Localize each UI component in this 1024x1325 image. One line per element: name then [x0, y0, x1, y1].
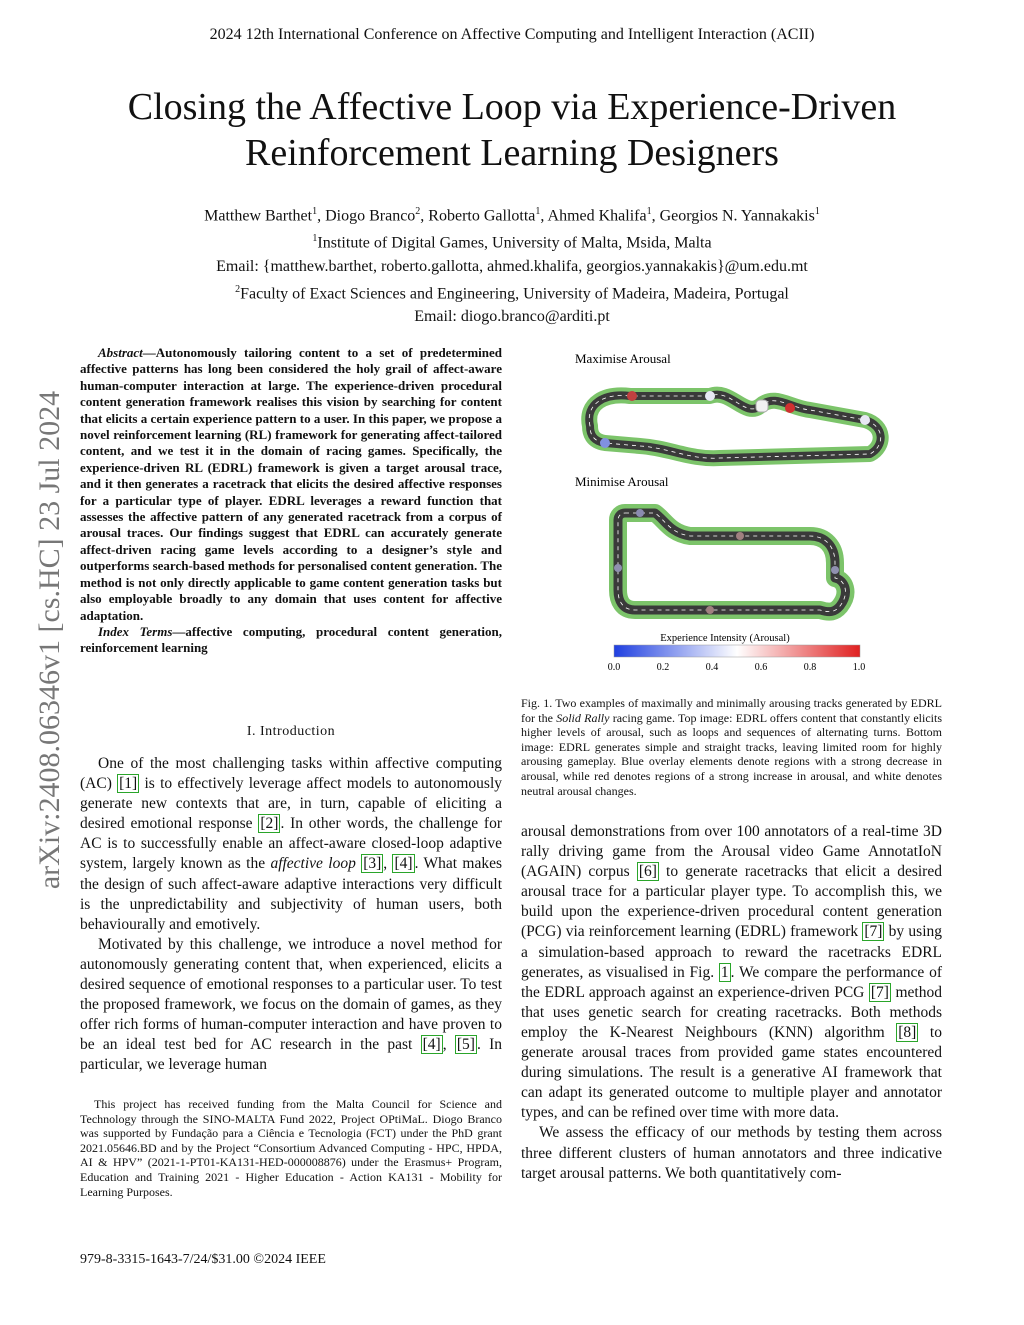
author-name: Ahmed Khalifa [547, 207, 647, 225]
colorbar-tick: 0.8 [803, 662, 817, 673]
affiliation-sup: 1 [535, 206, 541, 217]
paper-title [60, 84, 964, 176]
abstract-label: Abstract [98, 345, 143, 360]
figure-1 [560, 348, 890, 673]
arousal-marker [636, 509, 644, 517]
arousal-marker [756, 400, 768, 412]
author-name: Matthew Barthet [204, 207, 313, 225]
citation-link[interactable]: [4] [394, 855, 413, 873]
track-maximise [589, 391, 880, 458]
title-line-2: Reinforcement Learning Designers [245, 132, 779, 174]
index-terms-text: —affective computing, procedural content generation, reinforcement learning [80, 623, 503, 656]
arousal-marker [600, 438, 610, 448]
affiliation-sup: 2 [415, 206, 421, 217]
colorbar [614, 645, 860, 657]
citation-link[interactable]: [5] [456, 1036, 475, 1054]
colorbar-tick: 0.0 [607, 662, 621, 673]
arousal-marker [831, 566, 839, 574]
arousal-marker [706, 606, 714, 614]
colorbar-tick: 0.4 [705, 662, 719, 673]
figure-link[interactable]: 1 [720, 963, 729, 981]
index-terms-label: Index Terms [98, 623, 173, 639]
citation-link[interactable]: [2] [260, 815, 279, 833]
author-name: Diogo Branco [325, 207, 416, 225]
citation-link[interactable]: [8] [898, 1023, 917, 1041]
citation-link[interactable]: [7] [864, 923, 883, 941]
author-block [0, 200, 1024, 328]
citation-link[interactable]: [3] [363, 855, 382, 873]
arousal-marker [736, 532, 744, 540]
affiliation-sup: 1 [814, 206, 820, 217]
label-minimise: Minimise Arousal [575, 474, 669, 489]
arousal-marker [785, 403, 795, 413]
abstract-text: —Autonomously tailoring content to a set of predetermined affective patterns has long been considered the holy grail of affect-aware human-computer interaction at large. The experience-driven procedural content generation framework realises this vision by searching for content that elicits a certain experience pattern to a user. In this paper, we propose a novel reinforcement learning (RL) framework for generating affect-tailored content, and we test it in the domain of racing games. Specifically, the experience-driven RL (EDRL) framework is given a target arousal trace, and it then generates a racetrack that elicits the desired affective responses for a particular type of player. EDRL leverages a reward function that assesses the affective pattern of any generated racetrack from a corpus of arousal traces. Our findings suggest that EDRL can accurately generate affect-driven racing game levels according to a designer’s style and outperforms search-based methods for personalised content generation. The method is not only directly applicable to game content generation tasks but also employable broadly to any domain that uses content for affective adaptation. [80, 345, 502, 623]
citation-link[interactable]: [6] [638, 863, 657, 881]
intro-paragraph-1: One of the most challenging tasks within affective computing (AC) [1] is to effectively leverage affect models to autonomously generate new contexts that are, in turn, capable of eliciting a desired emotional response [2] . In other words, the challenge for AC is to successfully enable an affect-aware closed-loop adaptive system, largely known as the affective loop [3] , [4] . What makes the design of such affect-aware adaptive interactions very difficult is the unpredictability and subjectivity of human users, both behaviourally and emotively. [80, 755, 503, 933]
arousal-marker [860, 415, 870, 425]
citation-link[interactable]: [4] [422, 1036, 441, 1054]
email-2: Email: diogo.branco@arditi.pt [414, 307, 610, 325]
affiliation-sup: 1 [646, 206, 652, 217]
track-minimise [614, 509, 845, 614]
arxiv-stamp [30, 370, 70, 910]
intro-paragraph-2: Motivated by this challenge, we introduce a novel method for autonomously generating content that, when experienced, elicits a desired sequence of emotional responses to a particular user. To test the proposed framework, we focus on the domain of games, as they offer rich forms of human-computer interaction and have proven to be an ideal test bed for AC research in the past [4] , [5] . In particular, we leverage human [80, 935, 502, 1074]
abstract [80, 345, 502, 657]
right-body [521, 822, 942, 1184]
title-line-1: Closing the Affective Loop via Experience-Driven [127, 86, 897, 128]
intro-body [80, 754, 502, 1076]
arousal-marker [614, 564, 622, 572]
label-maximise: Maximise Arousal [575, 351, 671, 366]
citation-link[interactable]: [1] [119, 775, 138, 793]
arousal-marker [627, 391, 637, 401]
affiliation-2 [0, 278, 1024, 305]
funding-footnote: This project has received funding from the Malta Council for Science and Technology through the SINO-MALTA Fund 2022, Project OPtiMaL. Diogo Branco was supported by Fundação para a Ciência e Tecnologia (FCT) under the PhD grant 2021.05646.BD and by the Project “Consortium Advanced Computing - HPC, HPDA, AI & HPV” (2021-1-PT01-KA131-HED-000008876) under the Erasmus+ Program, Education and Training 2021 - Higher Education - Action KA131 - Mobility for Learning Purposes. [80, 1097, 502, 1199]
author-name: Georgios N. Yannakakis [659, 207, 815, 225]
track-figure [560, 348, 890, 673]
figure-caption: Fig. 1. Two examples of maximally and minimally arousing tracks generated by EDRL for the Solid Rally racing game. Top image: EDRL offers content that constantly elicits higher levels of arousal, such as loops and sequences of alternating turns. Bottom image: EDRL generates simple and straight tracks, leaving limited room for highly arousing gameplay. Blue overlay elements denote regions with a strong decrease in arousal, while red denotes regions of a strong increase in arousal, and white denotes neutral arousal changes. [521, 696, 942, 798]
colorbar-tick: 1.0 [852, 662, 866, 673]
affiliation-sup: 1 [312, 206, 318, 217]
copyright-line: 979-8-3315-1643-7/24/$31.00 ©2024 IEEE [80, 1252, 326, 1267]
colorbar-tick: 0.6 [754, 662, 768, 673]
affiliation-sup: 2 [235, 283, 241, 295]
affiliation-text: Institute of Digital Games, University of Malta, Msida, Malta [317, 234, 712, 252]
caption-prefix: Fig. 1. [521, 696, 553, 710]
email-1: Email: {matthew.barthet, roberto.gallotta, ahmed.khalifa, georgios.yannakakis}@um.edu.mt [216, 257, 808, 275]
author-name: Roberto Gallotta [428, 207, 536, 225]
affiliation-1 [0, 227, 1024, 254]
conference-header: 2024 12th International Conference on Affective Computing and Intelligent Interaction (ACII) [209, 26, 815, 43]
colorbar-title: Experience Intensity (Arousal) [660, 633, 790, 644]
affiliation-text: Faculty of Exact Sciences and Engineering, University of Madeira, Madeira, Portugal [240, 284, 789, 302]
right-paragraph-1: arousal demonstrations from over 100 annotators of a real-time 3D rally driving game from the Arousal video Game AnnotatIoN (AGAIN) corpus [6] to generate racetracks that elicit a desired arousal trace for a particular player type. To accomplish this, we build upon the experience-driven procedural content generation (PCG) via reinforcement learning (EDRL) framework [7] by using a simulation-based approach to reward the racetracks EDRL generates, as visualised in Fig. 1 . We compare the performance of the EDRL approach against an experience-driven PCG [7] method that uses genetic search for creating racetracks. Both methods employ the K-Nearest Neighbours (KNN) algorithm [8] to generate arousal traces from provided game states encountered during simulations. The result is a generative AI framework that can adapt its generated outcome to multiple player and annotator types, and can be refined over time with more data. [521, 823, 943, 1122]
right-paragraph-2: We assess the efficacy of our methods by testing them across three different clusters of human annotators and three indicative target arousal patterns. We both quantitatively com- [521, 1124, 942, 1182]
affiliation-sup: 1 [312, 233, 318, 245]
arousal-marker [705, 391, 715, 401]
arxiv-id: arXiv:2408.06346v1 [cs.HC] 23 Jul 2024 [33, 390, 66, 890]
colorbar-tick: 0.2 [656, 662, 670, 673]
citation-link[interactable]: [7] [870, 983, 889, 1001]
author-list: Matthew Barthet$^1$, Diogo Branco$^2$, Roberto Gallotta$^1$, Ahmed Khalifa$^1$, Georgios N. Yannakakis$^1$ [204, 206, 820, 225]
section-heading: I. Introduction [246, 724, 336, 739]
